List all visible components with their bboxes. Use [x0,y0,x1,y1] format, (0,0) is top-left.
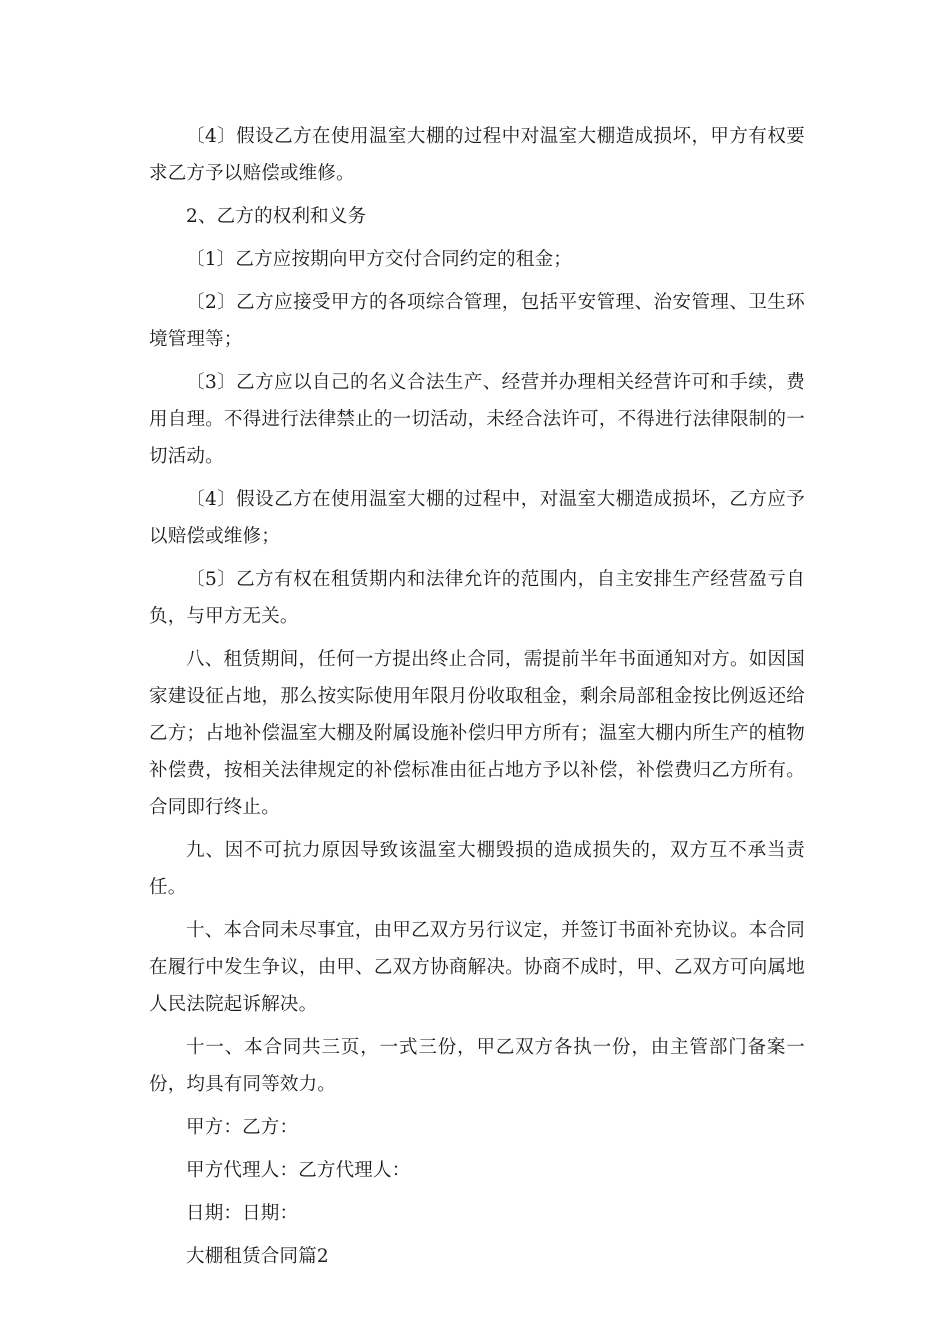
paragraph-self-management: 〔5〕乙方有权在租赁期内和法律允许的范围内，自主安排生产经营盈亏自负，与甲方无关。 [149,569,805,627]
paragraph-management: 〔2〕乙方应接受甲方的各项综合管理，包括平安管理、治安管理、卫生环境管理等； [149,292,805,350]
signature-dates: 日期：日期： [186,1203,299,1224]
section-heading-party-b-rights: 2、乙方的权利和义务 [186,206,367,227]
signature-agents: 甲方代理人：乙方代理人： [186,1160,411,1181]
signature-parties: 甲方：乙方： [186,1117,299,1138]
article-10-disputes: 十、本合同未尽事宜，由甲乙双方另行议定，并签订书面补充协议。本合同在履行中发生争议，由甲、乙双方协商解决。协商不成时，甲、乙双方可向属地人民法院起诉解决。 [149,920,805,1015]
document-body [149,118,805,1281]
next-contract-title: 大棚租赁合同篇2 [186,1246,329,1267]
article-11-copies: 十一、本合同共三页，一式三份，甲乙双方各执一份，由主管部门备案一份，均具有同等效力。 [149,1037,805,1095]
article-8-termination: 八、租赁期间，任何一方提出终止合同，需提前半年书面通知对方。如因国家建设征占地，那么按实际使用年限月份收取租金，剩余局部租金按比例返还给乙方；占地补偿温室大棚及附属设施补偿归甲方所有；温室大棚内所生产的植物补偿费，按相关法律规定的补偿标准由征占地方予以补偿，补偿费归乙方所有。合同即行终止。 [149,649,805,818]
paragraph-rent-payment: 〔1〕乙方应按期向甲方交付合同约定的租金； [186,249,572,270]
article-9-force-majeure: 九、因不可抗力原因导致该温室大棚毁损的造成损失的，双方互不承当责任。 [149,840,805,898]
paragraph-legal-operation: 〔3〕乙方应以自己的名义合法生产、经营并办理相关经营许可和手续，费用自理。不得进行法律禁止的一切活动，未经合法许可，不得进行法律限制的一切活动。 [149,372,805,467]
paragraph-damage-clause-party-a: 〔4〕假设乙方在使用温室大棚的过程中对温室大棚造成损坏，甲方有权要求乙方予以赔偿或维修。 [149,126,805,184]
paragraph-damage-clause-party-b: 〔4〕假设乙方在使用温室大棚的过程中，对温室大棚造成损坏，乙方应予以赔偿或维修； [149,489,805,547]
